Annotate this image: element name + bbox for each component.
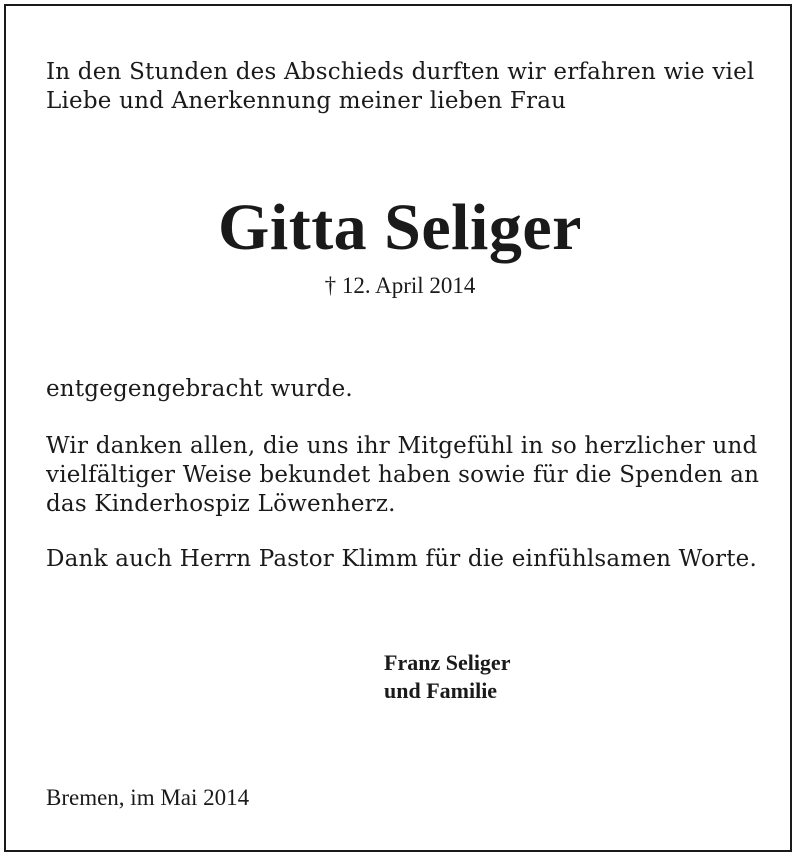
signature-family: und Familie xyxy=(384,678,498,703)
thanks-line-2: vielfältiger Weise bekundet haben sowie für die Spenden an xyxy=(46,462,760,488)
deceased-name: Gitta Seliger xyxy=(218,191,582,264)
intro-line-1: In den Stunden des Abschieds durften wir erfahren wie viel xyxy=(46,59,755,85)
signature-name: Franz Seliger xyxy=(384,650,511,675)
thanks-line-1: Wir danken allen, die uns ihr Mitgefühl in so herzlicher und xyxy=(46,433,758,459)
notice-border xyxy=(4,4,792,852)
pastor-thanks-line: Dank auch Herrn Pastor Klimm für die einfühlsamen Worte. xyxy=(46,546,757,572)
death-date: † 12. April 2014 xyxy=(324,273,476,298)
place-and-date: Bremen, im Mai 2014 xyxy=(46,785,250,810)
signature-block xyxy=(384,649,510,705)
continuation-text xyxy=(46,375,758,404)
thanks-paragraph xyxy=(46,432,758,519)
intro-line-2: Liebe und Anerkennung meiner lieben Frau xyxy=(46,88,567,114)
intro-paragraph xyxy=(46,58,758,116)
thanks-line-3: das Kinderhospiz Löwenherz. xyxy=(46,491,396,517)
pastor-thanks-paragraph xyxy=(46,545,758,574)
continuation-line: entgegengebracht wurde. xyxy=(46,376,353,402)
